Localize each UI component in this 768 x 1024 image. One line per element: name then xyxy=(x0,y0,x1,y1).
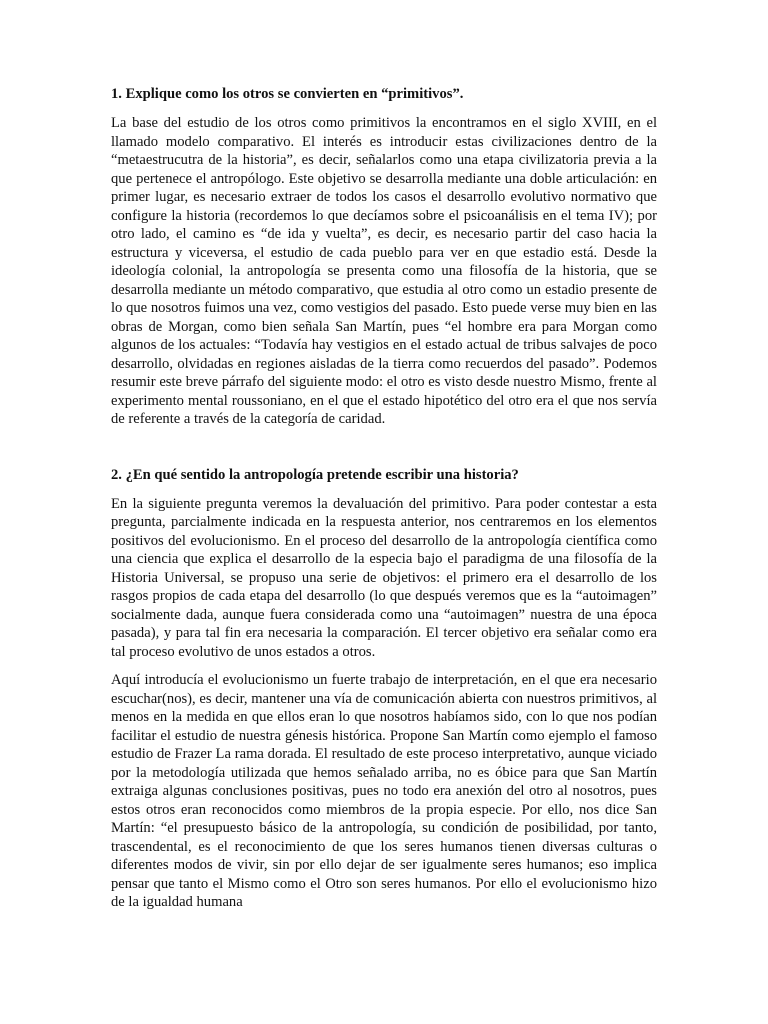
section-2-paragraph-1: En la siguiente pregunta veremos la devaluación del primitivo. Para poder contestar a esta pregunta, parcialmente indicada en la respuesta anterior, nos centraremos en los elementos positivos del evolucionismo. En el proceso del desarrollo de la antropología científica como una ciencia que explica el desarrollo de la especia bajo el paradigma de una filosofía de la Historia Universal, se propuso una serie de objetivos: el primero era el desarrollo de los rasgos propios de cada etapa del desarrollo (lo que después veremos que es la “autoimagen” socialmente dada, aunque fuera considerada como una “autoimagen” nuestra de una época pasada), y para tal fin era necesaria la comparación. El tercer objetivo era señalar como era tal proceso evolutivo de unos estados a otros. xyxy=(111,495,657,660)
paragraph-spacer xyxy=(111,661,657,671)
section-2-paragraph-2: Aquí introducía el evolucionismo un fuerte trabajo de interpretación, en el que era necesario escuchar(nos), es decir, mantener una vía de comunicación abierta con nuestros primitivos, al menos en la medida en que ellos eran lo que nosotros habíamos sido, con lo que nos podían facilitar el estudio de nuestra génesis histórica. Propone San Martín como ejemplo el famoso estudio de Frazer La rama dorada. El resultado de este proceso interpretativo, aunque viciado por la metodología utilizada que hemos señalado arriba, no es óbice para que San Martín extraiga algunas conclusiones positivas, pues no todo era anexión del otro al nosotros, pues estos otros eran reconocidos como miembros de la propia especie. Por ello, nos dice San Martín: “el presupuesto básico de la antropología, su condición de posibilidad, por tanto, trascendental, es el reconocimiento de que los seres humanos tienen diversas culturas o diferentes modos de vivir, sin por ello dejar de ser igualmente seres humanos; eso implica pensar que tanto el Mismo como el Otro son seres humanos. Por ello el evolucionismo hizo de la igualdad humana xyxy=(111,672,657,910)
document-page xyxy=(111,84,657,912)
section-spacer xyxy=(111,429,657,465)
section-1-heading: 1. Explique como los otros se convierten en “primitivos”. xyxy=(111,86,464,102)
section-2-heading: 2. ¿En qué sentido la antropología pretende escribir una historia? xyxy=(111,466,519,483)
section-1-paragraph-1: La base del estudio de los otros como primitivos la encontramos en el siglo XVIII, en el llamado modelo comparativo. El interés es introducir estas civilizaciones dentro de la “metaestrucutra de la historia”, es decir, señalarlos como una etapa civilizatoria previa a la que pertenece el antropólogo. Este objetivo se desarrolla mediante una doble articulación: en primer lugar, es necesario extraer de todos los casos el desarrollo evolutivo normativo que configure la historia (recordemos lo que decíamos sobre el psicoanálisis en el tema IV); por otro lado, el camino es “de ida y vuelta”, es decir, es necesario partir del caso hacia la estructura y viceversa, el estudio de cada pueblo para ver en que estadio está. Desde la ideología colonial, la antropología se presenta como una filosofía de la historia, que se desarrolla mediante un método comparativo, que estudia al otro como un estadio presente de lo que nosotros fuimos una vez, como vestigios del pasado. Esto puede verse muy bien en las obras de Morgan, como bien señala San Martín, pues “el hombre era para Morgan como algunos de los actuales: “Todavía hay vestigios en el estado actual de tribus salvajes de poco desarrollo, olvidadas en regiones aisladas de la tierra como recuerdos del pasado”. Podemos resumir este breve párrafo del siguiente modo: el otro es visto desde nuestro Mismo, frente al experimento mental roussoniano, en el que el estado hipotético del otro era el que nos servía de referente a través de la categoría de caridad. xyxy=(111,115,657,427)
